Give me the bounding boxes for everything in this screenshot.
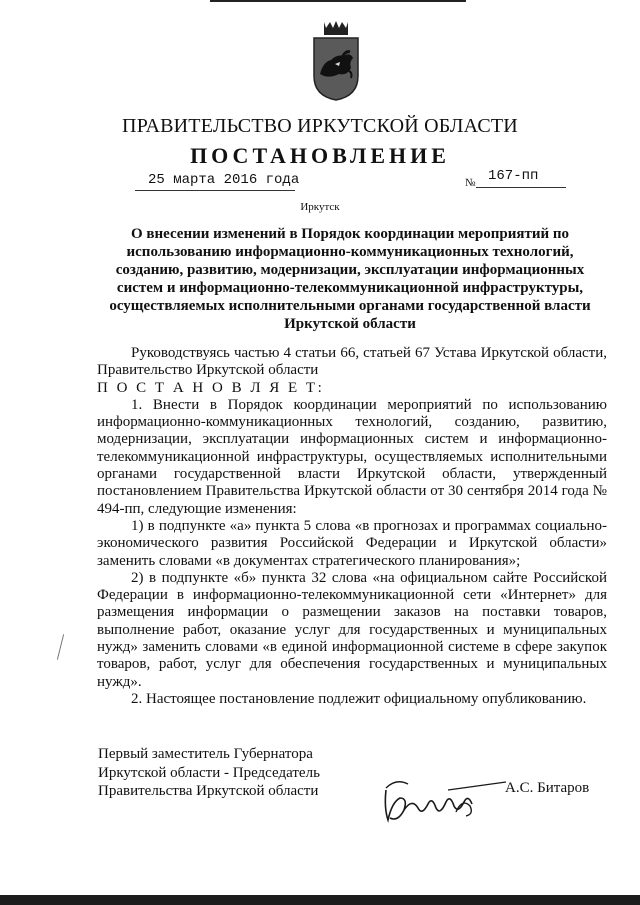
title-line: созданию, развитию, модернизации, эксплуатации информационных — [115, 262, 585, 278]
document-city: Иркутск — [300, 201, 340, 213]
document-number: 167-пп — [488, 168, 539, 184]
number-underline — [476, 187, 566, 188]
document-title — [92, 225, 608, 333]
coat-of-arms-icon — [311, 18, 361, 102]
scan-edge-top — [210, 0, 466, 2]
number-sign: № — [465, 177, 476, 189]
title-line: использованию информационно-коммуникационных технологий, — [126, 244, 574, 260]
title-line: Иркутской области — [284, 316, 416, 332]
resolves-heading: П О С Т А Н О В Л Я Е Т: — [97, 379, 325, 396]
title-line: осуществляемых исполнительными органами государственной власти — [109, 298, 591, 314]
item-2-paragraph: 2. Настоящее постановление подлежит официальному опубликованию. — [131, 690, 587, 707]
document-type: ПОСТАНОВЛЕНИЕ — [190, 143, 450, 168]
position-line: Иркутской области - Председатель — [98, 764, 320, 781]
document-body — [97, 345, 607, 708]
title-line: систем и информационно-телекоммуникационной инфраструктуры, — [116, 280, 584, 296]
item-1-paragraph: 1. Внести в Порядок координации мероприятий по использованию информационно-коммуникационных технологий, созданию, развитию, модернизации, эксплуатации информационных систем и информационно-телекоммуникационной инфраструктуры, осуществляемых исполнительными органами государственной власти Иркутской области, утвержденный постановлением Правительства Иркутской области от 30 сентября 2014 года № 494-пп, следующие изменения: — [97, 396, 607, 517]
document-date: 25 марта 2016 года — [148, 172, 300, 188]
position-line: Первый заместитель Губернатора — [98, 746, 313, 762]
position-line: Правительства Иркутской области — [98, 783, 319, 799]
date-underline — [135, 190, 295, 191]
item-1-subitem-2: 2) в подпункте «б» пункта 32 слова «на официальном сайте Российской Федерации в информационно-телекоммуникационной сети «Интернет» для размещения информации о размещении заказов на поставки товаров, выполнение работ, оказание услуг для государственных и муниципальных нужд» заменить словами «в единой информационной системе в сфере закупок товаров, работ, услуг для обеспечения государственных и муниципальных нужд». — [97, 569, 607, 690]
government-name: ПРАВИТЕЛЬСТВО ИРКУТСКОЙ ОБЛАСТИ — [122, 115, 518, 137]
preamble-paragraph: Руководствуясь частью 4 статьи 66, статьей 67 Устава Иркутской области, Правительство Иркутской области — [97, 345, 607, 379]
handwritten-signature — [378, 768, 508, 830]
signatory-name: А.С. Битаров — [505, 780, 590, 796]
signatory-position — [98, 745, 320, 801]
title-line: О внесении изменений в Порядок координации мероприятий по — [130, 226, 570, 242]
item-1-subitem-1: 1) в подпункте «а» пункта 5 слова «в прогнозах и программах социально-экономического развития Российской Федерации и Иркутской области» заменить словами «в документах стратегического планирования»; — [97, 517, 607, 569]
scan-mark — [57, 634, 64, 659]
scan-edge-bottom — [0, 895, 640, 905]
